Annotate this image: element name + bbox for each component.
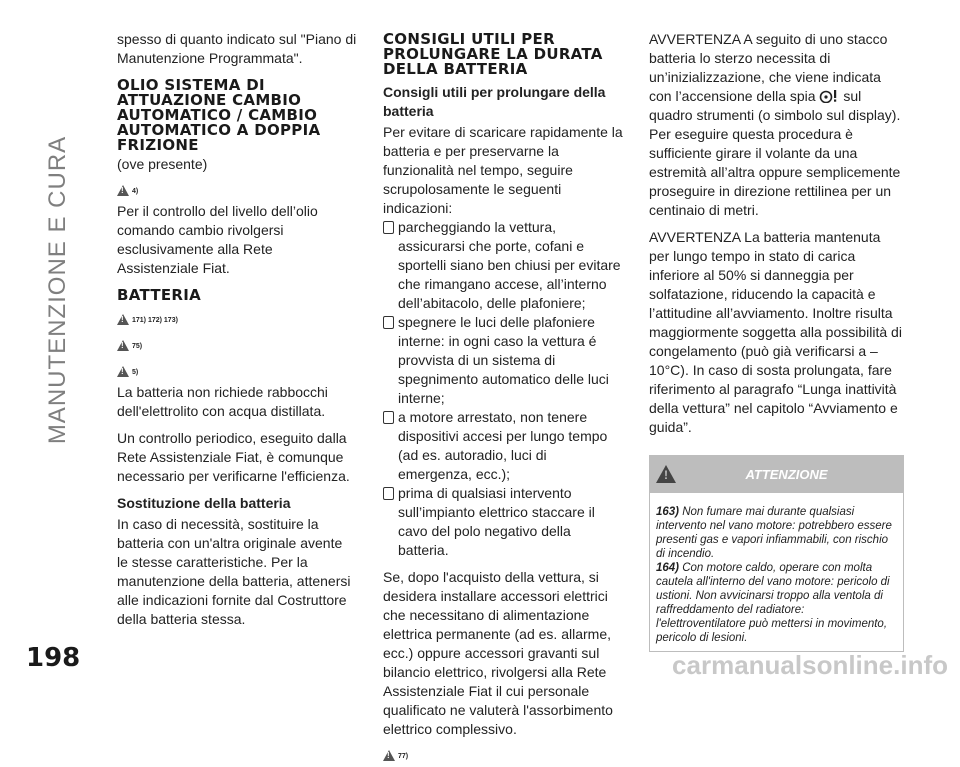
battery-paragraph: Un controllo periodico, eseguito dalla Rete Assistenziale Fiat, è comunque necessario per verificarne l'efficienza. <box>117 430 350 484</box>
attention-title: ATTENZIONE <box>745 466 828 482</box>
list-item-text: spegnere le luci delle plafoniere interne: in ogni caso la vettura é provvista di un sistema di spegnimento automatico delle luci interne; <box>398 314 609 406</box>
ref-number: 75) <box>132 343 143 350</box>
replace-text: In caso di necessità, sostituire la batteria con un'altra originale avente le stesse caratteristiche. Per la manutenzione della batteria, attenersi alle indicazioni fornite dal Costruttore della batteria stessa. <box>117 516 351 627</box>
tips-warning-ref <box>383 741 623 761</box>
bullet-box-icon <box>383 221 394 234</box>
list-item <box>383 484 623 560</box>
steering-warning-text-a: AVVERTENZA A seguito di uno stacco batteria lo sterzo necessita di un’inizializzazione, che viene indicata con l’accensione della spia <box>649 31 888 104</box>
tips-subtitle: Consigli utili per prolungare della batteria <box>383 84 606 119</box>
bullet-box-icon <box>383 487 394 500</box>
list-item <box>383 218 623 313</box>
battery-charge-warning: AVVERTENZA La batteria mantenuta per lungo tempo in stato di carica inferiore al 50% si danneggia per solfatazione, riducendo la capacità e l’attitudine all’avviamento. Inoltre risulta maggiormente soggetta alla possibilità di congelamento (può già verificarsi a –10°C). In caso di sosta prolungata, fare riferimento al paragrafo “Lunga inattività della vettura” nel capitolo “Avviamento e guida”. <box>649 229 902 435</box>
list-item <box>383 408 623 484</box>
battery-warning-ref <box>117 331 357 351</box>
attention-warning-icon <box>656 465 676 483</box>
warning-icon <box>117 314 129 325</box>
oil-text: Per il controllo del livello dell’olio comando cambio rivolgersi esclusivamente alla Rete Assistenziale Fiat. <box>117 203 318 276</box>
list-item <box>383 313 623 408</box>
bullet-box-icon <box>383 411 394 424</box>
ref-number: 171) 172) 173) <box>132 317 178 324</box>
attention-item-number: 163) <box>656 506 680 518</box>
column-3 <box>649 30 904 652</box>
ref-number: 5) <box>132 369 139 376</box>
oil-section-title: OLIO SISTEMA DI ATTUAZIONE CAMBIO AUTOMATICO / CAMBIO AUTOMATICO A DOPPIA FRIZIONE <box>117 76 321 154</box>
steering-warning <box>649 30 904 220</box>
attention-item <box>656 505 897 561</box>
attention-item <box>656 561 897 645</box>
ref-number: 4) <box>132 188 139 195</box>
attention-item-text: Non fumare mai durante qualsiasi intervento nel vano motore: potrebbero essere presenti gas e vapori infiammabili, con rischio di incendio. <box>656 506 892 560</box>
list-item-text: a motore arrestato, non tenere dispositivi accesi per lungo tempo (ad es. autoradio, luci di emergenza, ecc.); <box>398 409 608 482</box>
warning-icon <box>117 340 129 351</box>
accessories-text: Se, dopo l'acquisto della vettura, si desidera installare accessori elettrici che necessitano di alimentazione elettrica permanente (ad es. allarme, ecc.) oppure accessori gravanti sul bilancio elettrico, rivolgersi alla Rete Assistenziale Fiat il cui personale qualificato ne valuterà l'assorbimento elettrico complessivo. <box>383 569 613 737</box>
attention-box <box>649 455 904 652</box>
list-item-text: parcheggiando la vettura, assicurarsi che porte, cofani e sportelli siano ben chiusi per evitare che rimangano accese, all’interno dell’abitacolo, delle plafoniere; <box>398 219 621 311</box>
replace-subtitle: Sostituzione della batteria <box>117 495 291 511</box>
watermark: carmanualsonline.info <box>672 650 948 680</box>
warning-icon <box>117 366 129 377</box>
battery-paragraph: La batteria non richiede rabbocchi dell'elettrolito con acqua distillata. <box>117 384 328 419</box>
battery-warning-ref <box>117 305 357 325</box>
bullet-box-icon <box>383 316 394 329</box>
warning-icon <box>383 750 395 761</box>
steering-warning-light-icon <box>819 89 839 103</box>
battery-section-title: BATTERIA <box>117 286 202 304</box>
ref-number: 77) <box>398 753 409 760</box>
oil-subtitle: (ove presente) <box>117 156 208 172</box>
steering-warning-text-b: sul quadro strumenti (o simbolo sul display). Per eseguire questa procedura è sufficiente girare il volante da una estremità all’altra oppure semplicemente proseguire in direzione rettilinea per un centinaio di metri. <box>649 88 901 218</box>
warning-icon <box>117 185 129 196</box>
column-1 <box>117 30 357 637</box>
attention-header <box>649 455 904 493</box>
tips-intro: Per evitare di scaricare rapidamente la batteria e per preservarne la funzionalità nel tempo, seguire scrupolosamente le seguenti indicazioni: <box>383 124 623 216</box>
attention-item-text: Con motore caldo, operare con molta cautela all'interno del vano motore: pericolo di ustioni. Non avvicinarsi troppo alla ventola di raffreddamento del radiatore: l'elettroventilatore può mettersi in movimento, pericolo di lesioni. <box>656 562 890 644</box>
oil-warning-ref <box>117 176 357 196</box>
page-number: 198 <box>26 643 81 673</box>
intro-text: spesso di quanto indicato sul "Piano di Manutenzione Programmata". <box>117 31 357 66</box>
battery-warning-ref <box>117 357 357 377</box>
attention-body <box>649 493 904 652</box>
attention-item-number: 164) <box>656 562 680 574</box>
tips-section-title: CONSIGLI UTILI PER PROLUNGARE LA DURATA DELLA BATTERIA <box>383 30 603 78</box>
column-2 <box>383 30 623 767</box>
list-item-text: prima di qualsiasi intervento sull’impianto elettrico staccare il cavo del polo negativo della batteria. <box>398 485 595 558</box>
side-chapter-label: MANUTENZIONE E CURA <box>44 135 71 445</box>
